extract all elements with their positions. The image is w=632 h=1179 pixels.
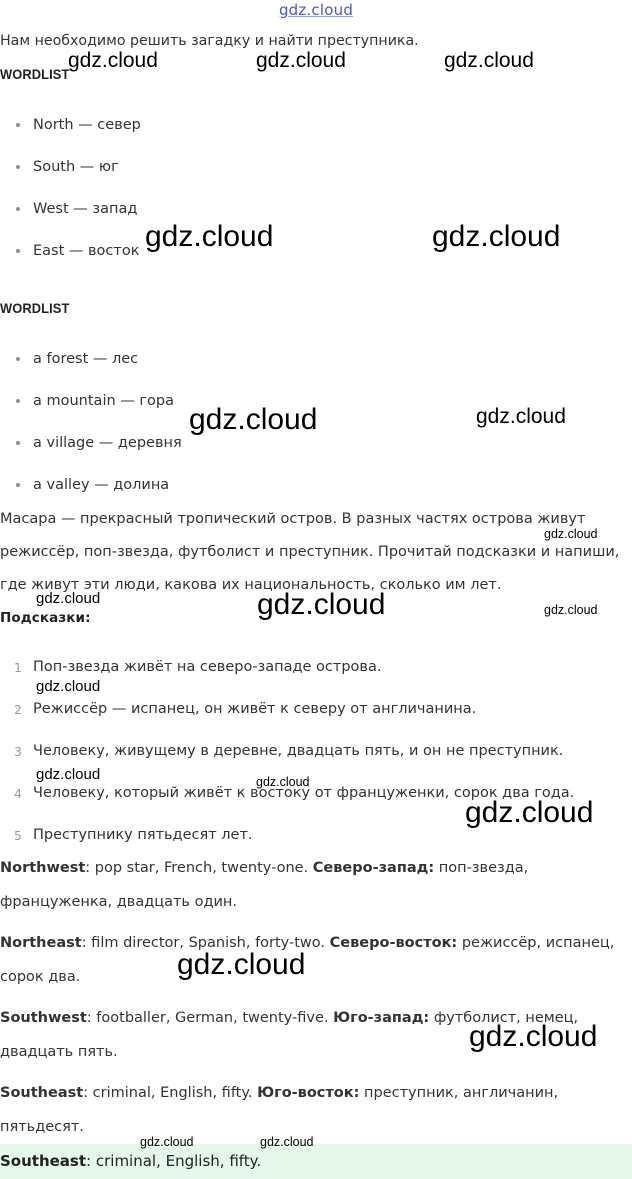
hint-item: 4 Человеку, который живёт к востоку от француженки, сорок два года.: [14, 785, 575, 801]
watermark: gdz.cloud: [444, 49, 534, 72]
wordlist-heading-2: WORDLIST: [0, 300, 70, 316]
list-item: a valley — долина: [16, 475, 576, 517]
watermark: gdz.cloud: [256, 775, 310, 789]
hint-item: 3 Человеку, живущему в деревне, двадцать пять, и он не преступник.: [14, 743, 564, 759]
list-item: North — север: [16, 115, 576, 157]
watermark: gdz.cloud: [544, 603, 598, 617]
watermark: gdz.cloud: [465, 796, 594, 829]
bullet-icon: [16, 207, 20, 211]
list-item: East — восток: [16, 241, 576, 283]
list-item: West — запад: [16, 199, 576, 241]
bullet-icon: [16, 249, 20, 253]
watermark: gdz.cloud: [140, 1135, 194, 1149]
answer-northeast: Northeast: film director, Spanish, forty-two. Северо-восток: режиссёр, испанец, сорок два.: [0, 935, 615, 985]
hint-item: 2 Режиссёр — испанец, он живёт к северу от англичанина.: [14, 701, 477, 717]
list-item: a mountain — гора: [16, 391, 576, 433]
bullet-icon: [16, 123, 20, 127]
watermark: gdz.cloud: [145, 220, 274, 253]
hint-item: 5 Преступнику пятьдесят лет.: [14, 827, 253, 843]
watermark: gdz.cloud: [544, 527, 598, 541]
task-text: Масара — прекрасный тропический остров. В разных частях острова живут режиссёр, поп-звезда, футболист и преступник. Прочитай подсказки и напиши, где живут эти люди, какова их национальность, сколько им лет.: [0, 511, 620, 593]
site-link[interactable]: gdz.cloud: [278, 1, 354, 19]
watermark: gdz.cloud: [476, 405, 566, 428]
watermark: gdz.cloud: [36, 678, 101, 695]
final-answer: Southeast: criminal, English, fifty.: [0, 1152, 262, 1170]
answer-southwest: Southwest: footballer, German, twenty-five. Юго-запад: футболист, немец, двадцать пять.: [0, 1010, 579, 1060]
watermark: gdz.cloud: [36, 766, 101, 783]
watermark: gdz.cloud: [432, 220, 561, 253]
list-item: South — юг: [16, 157, 576, 199]
watermark: gdz.cloud: [189, 403, 318, 436]
bullet-icon: [16, 357, 20, 361]
watermark: gdz.cloud: [36, 590, 101, 607]
watermark: gdz.cloud: [256, 49, 346, 72]
final-answer-box: [0, 1144, 632, 1179]
bullet-icon: [16, 165, 20, 169]
bullet-icon: [16, 399, 20, 403]
answer-northwest: Northwest: pop star, French, twenty-one. Северо-запад: поп-звезда, француженка, двадцать один.: [0, 860, 529, 910]
watermark: gdz.cloud: [257, 588, 386, 621]
watermark: gdz.cloud: [260, 1135, 314, 1149]
list-item: a forest — лес: [16, 349, 576, 391]
hint-item: 1 Поп-звезда живёт на северо-западе острова.: [14, 659, 382, 675]
watermark: gdz.cloud: [469, 1020, 598, 1053]
list-item: a village — деревня: [16, 433, 576, 475]
watermark: gdz.cloud: [68, 49, 158, 72]
wordlist-heading-1: WORDLIST: [0, 66, 70, 82]
watermark: gdz.cloud: [177, 948, 306, 981]
hints-list: [14, 657, 614, 867]
intro-text: Нам необходимо решить загадку и найти преступника.: [0, 33, 419, 49]
bullet-icon: [16, 441, 20, 445]
answer-southeast: Southeast: criminal, English, fifty. Юго-восток: преступник, англичанин, пятьдесят.: [0, 1085, 559, 1135]
bullet-icon: [16, 483, 20, 487]
wordlist-1: [16, 115, 576, 283]
hints-heading: Подсказки:: [0, 610, 91, 626]
